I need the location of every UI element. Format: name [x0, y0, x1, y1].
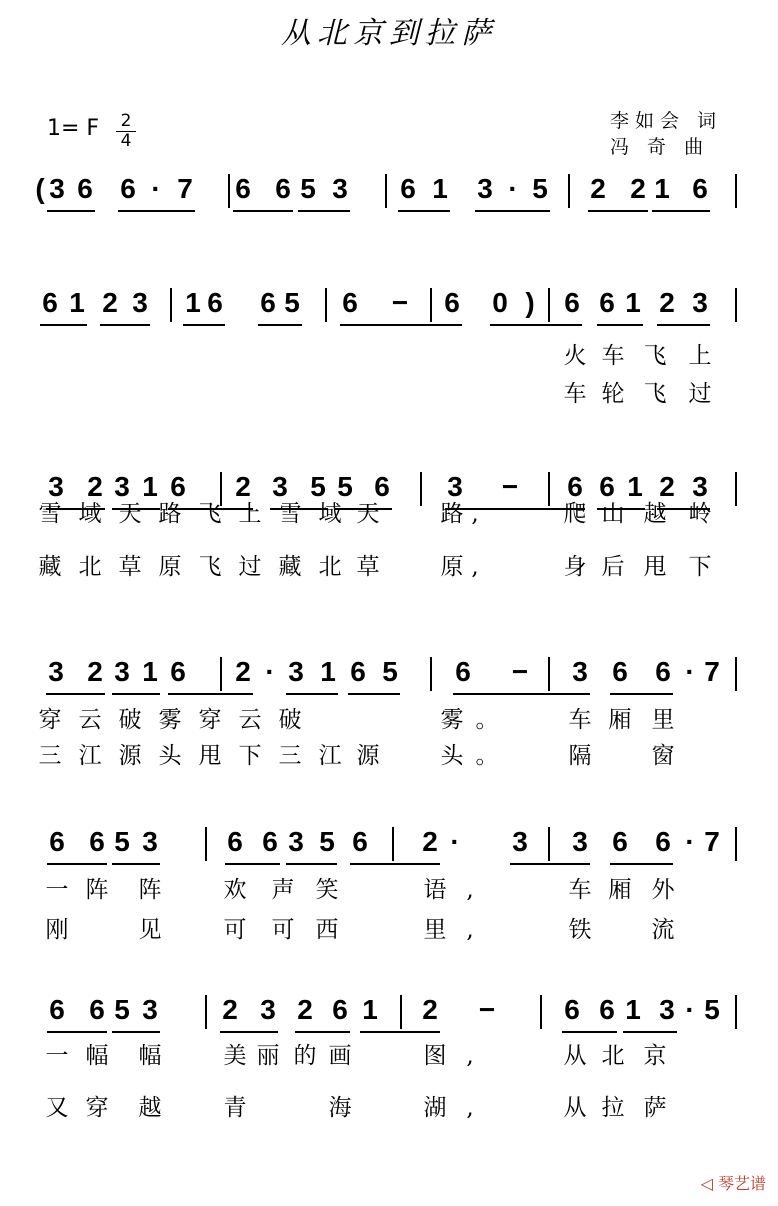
note: 2 [659, 287, 675, 318]
lyric-line [0, 380, 778, 410]
note: 2 [87, 471, 103, 502]
note: 1 [627, 471, 643, 502]
lyric-char: 海 [328, 1095, 352, 1121]
lyric-char: 雪 [278, 501, 302, 527]
barline [735, 995, 737, 1029]
note: 3 [572, 826, 588, 857]
beam-underline [453, 693, 590, 695]
note: 6 [599, 287, 615, 318]
composer-credit: 冯 奇 曲 [610, 136, 710, 158]
lyric-char: 厢 [608, 707, 632, 733]
note: − [511, 656, 529, 687]
note: 5 [704, 994, 720, 1025]
barline [392, 827, 394, 861]
note: 6 [612, 826, 628, 857]
note: 6 [332, 994, 348, 1025]
lyric-char: 车 [601, 343, 625, 369]
beam-underline [46, 693, 105, 695]
beam-underline [295, 1031, 350, 1033]
note: 6 [655, 826, 671, 857]
note: 5 [114, 826, 130, 857]
note: 6 [227, 826, 243, 857]
beam-underline [286, 863, 337, 865]
note: 3 [49, 173, 65, 204]
beam-underline [220, 1031, 278, 1033]
barline [735, 174, 737, 208]
lyric-char: 天 [356, 501, 380, 527]
note: 6 [455, 656, 471, 687]
lyric-char: 萨 [643, 1095, 667, 1121]
barline [170, 288, 172, 322]
barline [540, 995, 542, 1029]
logo-text: 琴艺谱 [717, 1174, 766, 1193]
lyric-char: 窗 [651, 743, 675, 769]
note: 2 [422, 826, 438, 857]
lyric-char: 飞 [198, 501, 222, 527]
lyric-char: 北 [318, 554, 342, 580]
note: 7 [704, 826, 720, 857]
note: 3 [659, 994, 675, 1025]
lyric-char: 京 [643, 1043, 667, 1069]
lyric-char: 原 [440, 554, 464, 580]
lyric-char: 北 [601, 1043, 625, 1069]
note: 2 [590, 173, 606, 204]
barline [430, 288, 432, 322]
lyric-char: 三 [278, 743, 302, 769]
note: 2 [222, 994, 238, 1025]
lyric-char: 草 [118, 554, 142, 580]
lyric-char: 身 [563, 554, 587, 580]
lyric-line [0, 500, 778, 530]
beam-underline [168, 693, 253, 695]
lyric-char: 雾 [158, 707, 182, 733]
lyric-char: 刚 [45, 917, 69, 943]
lyric-char: 火 [563, 343, 587, 369]
lyric-char: 画 [328, 1043, 352, 1069]
note: 6 [170, 656, 186, 687]
lyric-char: 车 [568, 877, 592, 903]
lyric-char: 湖 [423, 1095, 447, 1121]
note: · [685, 826, 695, 857]
beam-underline [657, 324, 710, 326]
lyric-char: 破 [118, 707, 142, 733]
lyric-char: 天 [118, 501, 142, 527]
note: 3 [48, 471, 64, 502]
note: · [265, 656, 275, 687]
beam-underline [183, 324, 225, 326]
barline [220, 657, 222, 691]
logo-icon: ◁ [700, 1174, 713, 1193]
note: 6 [207, 287, 223, 318]
note: 6 [342, 287, 358, 318]
note: − [391, 287, 409, 318]
note: 2 [630, 173, 646, 204]
note: 6 [655, 656, 671, 687]
lyric-char: 头 [158, 743, 182, 769]
lyric-char: 笑 [315, 877, 339, 903]
note: 6 [77, 173, 93, 204]
note: 5 [300, 173, 316, 204]
note: 3 [114, 471, 130, 502]
note: 3 [332, 173, 348, 204]
note: 3 [260, 994, 276, 1025]
lyric-char: 上 [688, 343, 712, 369]
lyric-char: 青 [223, 1095, 247, 1121]
note: 1 [654, 173, 670, 204]
key-signature: 1= F [47, 116, 100, 141]
note: 1 [320, 656, 336, 687]
time-signature [116, 112, 136, 151]
barline [735, 657, 737, 691]
barline [325, 288, 327, 322]
barline [205, 827, 207, 861]
lyric-char: 阵 [138, 877, 162, 903]
lyric-char: 铁 [568, 917, 592, 943]
lyric-char: 拉 [601, 1095, 625, 1121]
lyric-char: 山 [601, 501, 625, 527]
lyric-line [0, 1042, 778, 1072]
note: 6 [49, 994, 65, 1025]
lyric-char: 云 [78, 707, 102, 733]
note: 1 [185, 287, 201, 318]
beam-underline [475, 210, 550, 212]
note: 6 [120, 173, 136, 204]
lyric-char: 越 [138, 1095, 162, 1121]
lyric-char: 里 [651, 707, 675, 733]
lyric-char: 厢 [608, 877, 632, 903]
note: 6 [400, 173, 416, 204]
note: 5 [337, 471, 353, 502]
note: 6 [89, 994, 105, 1025]
note: 1 [69, 287, 85, 318]
lyric-char: , [466, 917, 474, 943]
note: · [450, 826, 460, 857]
beam-underline [340, 324, 462, 326]
beam-underline [47, 863, 107, 865]
note: 6 [89, 826, 105, 857]
note: 6 [275, 173, 291, 204]
lyric-char: 藏 [278, 554, 302, 580]
note: 3 [114, 656, 130, 687]
beam-underline [118, 210, 195, 212]
note: 0 [492, 287, 508, 318]
beam-underline [588, 210, 648, 212]
barline [548, 827, 550, 861]
beam-underline [610, 863, 673, 865]
beam-underline [298, 210, 350, 212]
note: 7 [704, 656, 720, 687]
lyric-char: 语 [423, 877, 447, 903]
beam-underline [348, 693, 400, 695]
note: 3 [512, 826, 528, 857]
lyric-char: 。 [475, 707, 499, 733]
lyric-char: 车 [568, 707, 592, 733]
lyric-char: 甩 [198, 743, 222, 769]
lyric-char: 一 [45, 877, 69, 903]
note: 3 [132, 287, 148, 318]
lyric-char: , [466, 877, 474, 903]
note: 6 [262, 826, 278, 857]
lyric-char: 声 [271, 877, 295, 903]
note: · [685, 656, 695, 687]
note: 6 [564, 287, 580, 318]
note: 6 [374, 471, 390, 502]
note: 1 [625, 994, 641, 1025]
note: 5 [319, 826, 335, 857]
lyric-line [0, 342, 778, 372]
lyric-char: 上 [238, 501, 262, 527]
lyric-char: 西 [315, 917, 339, 943]
lyric-char: 雪 [38, 501, 62, 527]
lyric-char: 的 [293, 1043, 317, 1069]
time-signature-bottom: 4 [116, 131, 136, 151]
lyric-char: 幅 [85, 1043, 109, 1069]
lyric-char: 甩 [643, 554, 667, 580]
note: · [151, 173, 161, 204]
lyric-char: 域 [318, 501, 342, 527]
lyric-char: 流 [651, 917, 675, 943]
note: 3 [288, 826, 304, 857]
note: · [508, 173, 518, 204]
note: 3 [692, 471, 708, 502]
lyric-char: 轮 [601, 381, 625, 407]
note: 6 [235, 173, 251, 204]
lyric-char: 域 [78, 501, 102, 527]
lyric-char: 从 [563, 1043, 587, 1069]
lyric-char: 美 [223, 1043, 247, 1069]
note: 6 [42, 287, 58, 318]
note: 3 [48, 656, 64, 687]
note: 3 [272, 471, 288, 502]
note: 6 [49, 826, 65, 857]
lyric-char: 穿 [198, 707, 222, 733]
barline [548, 288, 550, 322]
lyric-char: 隔 [568, 743, 592, 769]
lyric-char: 又 [45, 1095, 69, 1121]
lyric-char: 路 [440, 501, 464, 527]
lyric-line [0, 742, 778, 772]
note: 6 [599, 471, 615, 502]
lyric-char: 江 [78, 743, 102, 769]
lyric-char: 外 [651, 877, 675, 903]
note: 2 [422, 994, 438, 1025]
note: 2 [102, 287, 118, 318]
lyric-char: 后 [601, 554, 625, 580]
beam-underline [610, 693, 673, 695]
lyric-char: 源 [356, 743, 380, 769]
note: 2 [297, 994, 313, 1025]
lyric-char: 头 [440, 743, 464, 769]
note: 7 [177, 173, 193, 204]
lyric-char: 飞 [643, 381, 667, 407]
lyric-char: 阵 [85, 877, 109, 903]
lyricist-credit: 李如会 词 [610, 110, 723, 132]
beam-underline [112, 1031, 160, 1033]
lyric-line [0, 876, 778, 906]
note: 6 [170, 471, 186, 502]
note: 1 [432, 173, 448, 204]
note: ( [35, 173, 45, 204]
note: 6 [564, 994, 580, 1025]
note: 5 [284, 287, 300, 318]
note: 6 [444, 287, 460, 318]
beam-underline [112, 863, 160, 865]
barline [228, 174, 230, 208]
note: 5 [114, 994, 130, 1025]
barline [548, 657, 550, 691]
lyric-char: 三 [38, 743, 62, 769]
lyric-char: 飞 [643, 343, 667, 369]
lyric-char: 江 [318, 743, 342, 769]
lyric-char: 爬 [563, 501, 587, 527]
lyric-char: , [466, 1095, 474, 1121]
note: 2 [235, 471, 251, 502]
note: 3 [572, 656, 588, 687]
lyric-line [0, 916, 778, 946]
note: 3 [447, 471, 463, 502]
note: 2 [235, 656, 251, 687]
lyric-char: , [471, 554, 479, 580]
beam-underline [258, 324, 302, 326]
note: 1 [625, 287, 641, 318]
beam-underline [398, 210, 450, 212]
note: 3 [288, 656, 304, 687]
lyric-char: 从 [563, 1095, 587, 1121]
note: − [478, 994, 496, 1025]
lyric-char: 。 [475, 743, 499, 769]
lyric-char: 车 [563, 381, 587, 407]
lyric-char: 穿 [85, 1095, 109, 1121]
lyric-char: 越 [643, 501, 667, 527]
beam-underline [286, 693, 338, 695]
note: 6 [260, 287, 276, 318]
note: 6 [352, 826, 368, 857]
barline [735, 827, 737, 861]
note: 2 [87, 656, 103, 687]
note: 6 [567, 471, 583, 502]
lyric-char: 破 [278, 707, 302, 733]
note: 5 [532, 173, 548, 204]
lyric-char: 过 [238, 554, 262, 580]
beam-underline [112, 693, 160, 695]
beam-underline [47, 1031, 107, 1033]
lyric-char: 图 [423, 1043, 447, 1069]
beam-underline [40, 324, 87, 326]
beam-underline [490, 324, 582, 326]
note: 6 [599, 994, 615, 1025]
lyric-char: 北 [78, 554, 102, 580]
lyric-line [0, 706, 778, 736]
lyric-line [0, 1094, 778, 1124]
barline [430, 657, 432, 691]
beam-underline [233, 210, 293, 212]
beam-underline [100, 324, 150, 326]
song-title: 从北京到拉萨 [281, 16, 497, 51]
note: − [501, 471, 519, 502]
beam-underline [350, 863, 440, 865]
lyric-line [0, 553, 778, 583]
system-1 [0, 172, 778, 232]
lyric-char: 过 [688, 381, 712, 407]
lyric-char: 见 [138, 917, 162, 943]
lyric-char: 原 [158, 554, 182, 580]
lyric-char: 藏 [38, 554, 62, 580]
note: 1 [142, 656, 158, 687]
beam-underline [510, 863, 590, 865]
lyric-char: 路 [158, 501, 182, 527]
note: 3 [477, 173, 493, 204]
lyric-char: 飞 [198, 554, 222, 580]
system-2 [0, 286, 778, 346]
time-signature-top: 2 [120, 111, 132, 131]
barline [205, 995, 207, 1029]
lyric-char: 穿 [38, 707, 62, 733]
lyric-char: 岭 [688, 501, 712, 527]
note: 3 [142, 826, 158, 857]
barline [400, 995, 402, 1029]
barline [385, 174, 387, 208]
note: 1 [362, 994, 378, 1025]
note: 6 [350, 656, 366, 687]
lyric-char: 可 [223, 917, 247, 943]
beam-underline [623, 1031, 677, 1033]
note: 5 [310, 471, 326, 502]
note: · [685, 994, 695, 1025]
note: 6 [692, 173, 708, 204]
beam-underline [225, 863, 280, 865]
beam-underline [597, 324, 643, 326]
lyric-char: , [471, 501, 479, 527]
beam-underline [652, 210, 710, 212]
note: 3 [142, 994, 158, 1025]
lyric-char: , [466, 1043, 474, 1069]
lyric-char: 里 [423, 917, 447, 943]
barline [568, 174, 570, 208]
lyric-char: 雾 [440, 707, 464, 733]
barline [735, 288, 737, 322]
note: 6 [612, 656, 628, 687]
lyric-char: 丽 [256, 1043, 280, 1069]
beam-underline [562, 1031, 617, 1033]
lyric-char: 可 [271, 917, 295, 943]
note: 3 [692, 287, 708, 318]
beam-underline [47, 210, 95, 212]
note: 2 [659, 471, 675, 502]
lyric-char: 下 [238, 743, 262, 769]
beam-underline [360, 1031, 440, 1033]
lyric-char: 草 [356, 554, 380, 580]
note: 5 [382, 656, 398, 687]
lyric-char: 下 [688, 554, 712, 580]
lyric-char: 幅 [138, 1043, 162, 1069]
lyric-char: 源 [118, 743, 142, 769]
lyric-char: 欢 [223, 877, 247, 903]
site-logo [701, 1171, 766, 1194]
lyric-char: 云 [238, 707, 262, 733]
note: 1 [142, 471, 158, 502]
note: ) [525, 287, 535, 318]
lyric-char: 一 [45, 1043, 69, 1069]
